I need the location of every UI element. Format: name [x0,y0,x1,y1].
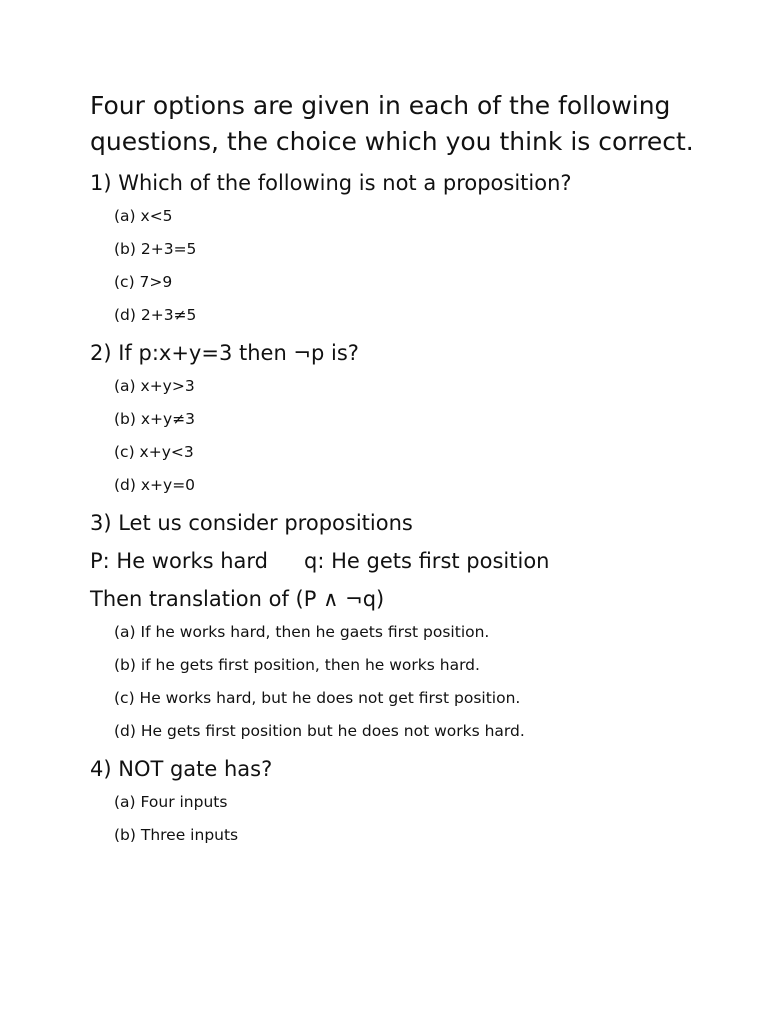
question-1-option-b: (b) 2+3=5 [114,240,197,258]
question-3-option-b: (b) if he gets first position, then he works hard. [114,656,480,674]
question-3-option-c: (c) He works hard, but he does not get first position. [114,689,521,707]
question-3-option-a: (a) If he works hard, then he gaets first position. [114,623,490,641]
question-4-option-b: (b) Three inputs [114,826,239,844]
question-2-option-a: (a) x+y>3 [114,377,195,395]
question-1-option-d: (d) 2+3≠5 [114,306,197,324]
question-2-option-b: (b) x+y≠3 [114,410,196,428]
question-3-option-d: (d) He gets first position but he does not works hard. [114,722,525,740]
question-1-text: 1) Which of the following is not a proposition? [90,171,572,195]
p-definition: P: He works hard [90,549,269,573]
document-page [90,88,730,858]
question-2 [90,338,730,495]
translation-prompt: Then translation of (P ∧ ¬q) [90,587,385,611]
q-definition: q: He gets first position [304,549,550,573]
question-1-option-a: (a) x<5 [114,207,173,225]
question-1 [90,168,730,325]
question-2-text: 2) If p:x+y=3 then ¬p is? [90,341,359,365]
question-4-option-a: (a) Four inputs [114,793,228,811]
question-4-text: 4) NOT gate has? [90,757,273,781]
question-3 [90,508,730,741]
question-2-option-c: (c) x+y<3 [114,443,194,461]
question-3-text: 3) Let us consider propositions [90,511,413,535]
question-2-option-d: (d) x+y=0 [114,476,196,494]
question-1-option-c: (c) 7>9 [114,273,173,291]
proposition-definitions [90,546,730,576]
instructions-paragraph: Four options are given in each of the following questions, the choice which you think is correct. [90,91,694,156]
question-4 [90,754,730,845]
